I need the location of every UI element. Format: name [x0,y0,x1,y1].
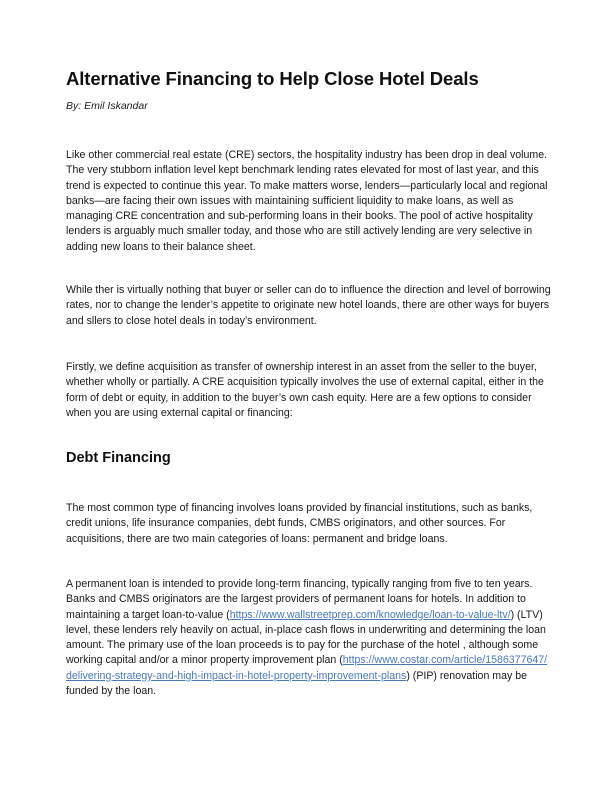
permanent-loan-text-2: ) (LTV) level, these lenders rely heavily on actual, in-place cash flows in underwriting and determining the loan amount. The primary use of the loan proceeds is to pay for the purchase of the hotel , although some working capital and/or a minor property improvement plan ( [66,608,546,667]
permanent-loan-text-3: ) (PIP) renovation may be funded by the loan. [66,669,528,698]
article-byline: By: Emil Iskandar [66,100,148,112]
paragraph-permanent-loan [66,577,552,699]
ltv-link[interactable]: https://www.wallstreetprep.com/knowledge/loan-to-value-ltv/ [229,608,511,621]
pip-link[interactable]: https://www.costar.com/article/1586377647/delivering-strategy-and-high-impact-in-hotel-property-improvement-plans [66,654,548,682]
permanent-loan-text-1: A permanent loan is intended to provide long-term financing, typically ranging from five to ten years. Banks and CMBS originators are the largest providers of permanent loans for hotels. In addition to maintaining a target loan-to-value ( [66,578,533,621]
paragraph-intro: Like other commercial real estate (CRE) sectors, the hospitality industry has been drop in deal volume. The very stubborn inflation level kept benchmark lending rates elevated for most of last year, and this trend is expected to continue this year. To make matters worse, lenders—particularly local and regional banks—are facing their own issues with maintaining sufficient liquidity to make loans, as well as managing CRE concentration and sub-performing loans in their books. The pool of active hospitality lenders is arguably much smaller today, and those who are still actively lending are very selective in adding new loans to their balance sheet. [66,149,548,253]
paragraph-borrowing-rates: While ther is virtually nothing that buyer or seller can do to influence the direction and level of borrowing rates, nor to change the lender’s appetite to originate new hotel loands, there are other ways for buyers and sllers to close hotel deals in today’s environment. [66,284,551,327]
paragraph-acquisition-definition: Firstly, we define acquisition as transfer of ownership interest in an asset from the seller to the buyer, whether wholly or partially. A CRE acquisition typically involves the use of external capital, either in the form of debt or equity, in addition to the buyer’s own cash equity. Here are a few options to consider when you are using external capital or financing: [66,361,544,419]
article-title: Alternative Financing to Help Close Hotel Deals [66,68,479,89]
section-heading-debt-financing: Debt Financing [66,450,171,466]
paragraph-common-financing: The most common type of financing involves loans provided by financial institutions, such as banks, credit unions, life insurance companies, debt funds, CMBS originators, and other sources. For acquisitions, there are two main categories of loans: permanent and bridge loans. [66,502,533,545]
